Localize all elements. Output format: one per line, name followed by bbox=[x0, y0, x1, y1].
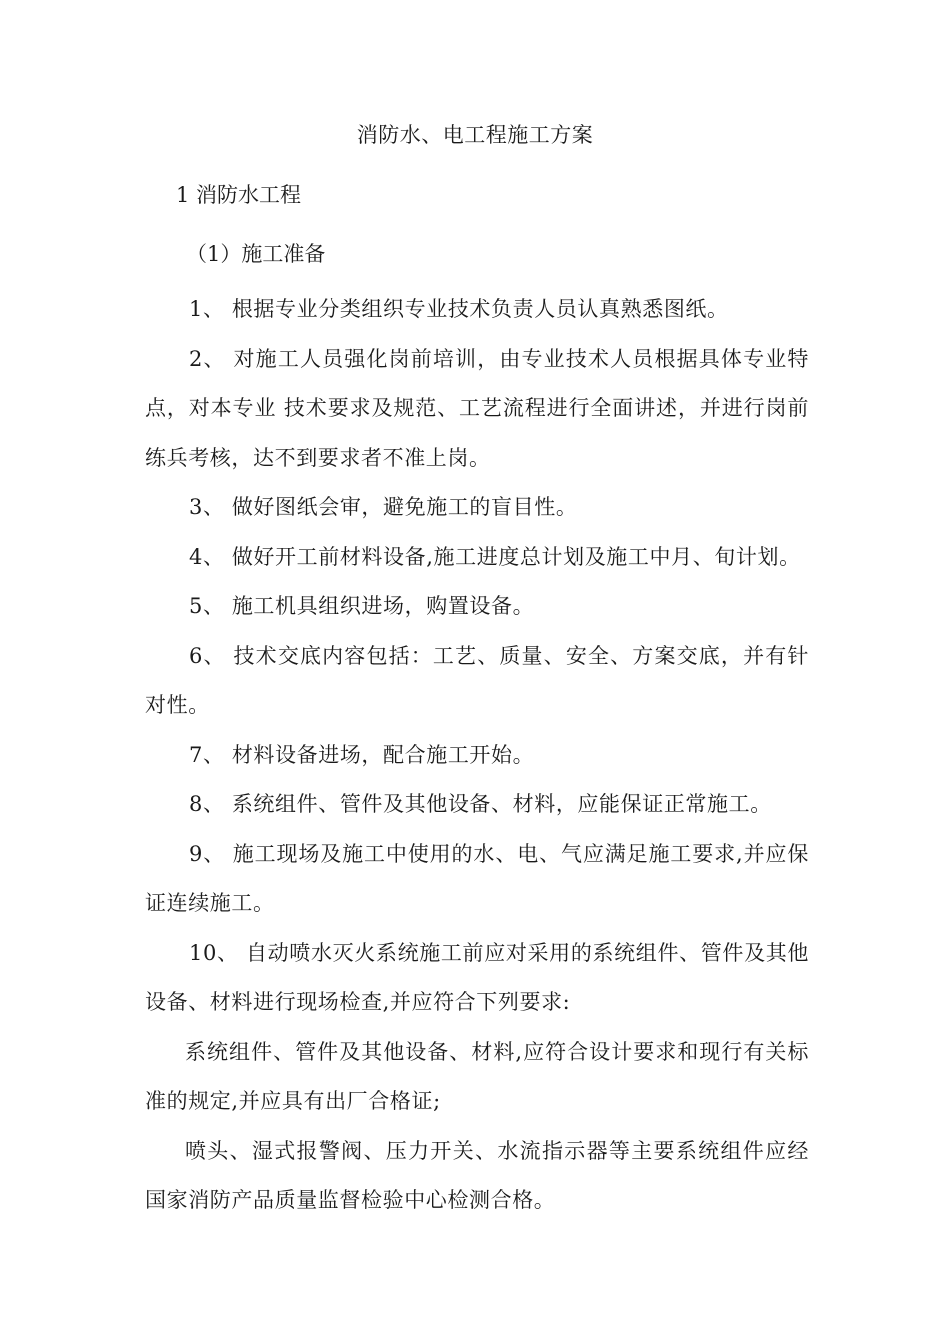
subsection-heading: （1）施工准备 bbox=[186, 242, 326, 266]
paragraph: 3、 做好图纸会审，避免施工的盲目性。 bbox=[189, 495, 578, 519]
section-heading: 1 消防水工程 bbox=[176, 183, 302, 207]
paragraph: 10、 自动喷水灭火系统施工前应对采用的系统组件、管件及其他设备、材料进行现场检查,并应符合下列要求: bbox=[145, 940, 809, 1014]
paragraph: 系统组件、管件及其他设备、材料,应符合设计要求和现行有关标准的规定,并应具有出厂合格证; bbox=[145, 1039, 809, 1113]
paragraph: 喷头、湿式报警阀、压力开关、水流指示器等主要系统组件应经国家消防产品质量监督检验中心检测合格。 bbox=[145, 1138, 809, 1212]
paragraph: 1、 根据专业分类组织专业技术负责人员认真熟悉图纸。 bbox=[189, 297, 729, 321]
paragraph: 6、 技术交底内容包括：工艺、质量、安全、方案交底，并有针对性。 bbox=[145, 643, 809, 717]
paragraph: 9、 施工现场及施工中使用的水、电、气应满足施工要求,并应保证连续施工。 bbox=[145, 841, 809, 915]
paragraph: 5、 施工机具组织进场，购置设备。 bbox=[189, 594, 535, 618]
paragraph: 2、 对施工人员强化岗前培训，由专业技术人员根据具体专业特点，对本专业 技术要求及规范、工艺流程进行全面讲述，并进行岗前练兵考核，达不到要求者不准上岗。 bbox=[145, 346, 809, 470]
paragraph: 7、 材料设备进场，配合施工开始。 bbox=[189, 742, 535, 767]
paragraph: 8、 系统组件、管件及其他设备、材料，应能保证正常施工。 bbox=[189, 792, 772, 816]
document-body bbox=[145, 285, 809, 1226]
document-title: 消防水、电工程施工方案 bbox=[356, 123, 594, 147]
paragraph: 4、 做好开工前材料设备,施工进度总计划及施工中月、旬计划。 bbox=[189, 544, 801, 569]
